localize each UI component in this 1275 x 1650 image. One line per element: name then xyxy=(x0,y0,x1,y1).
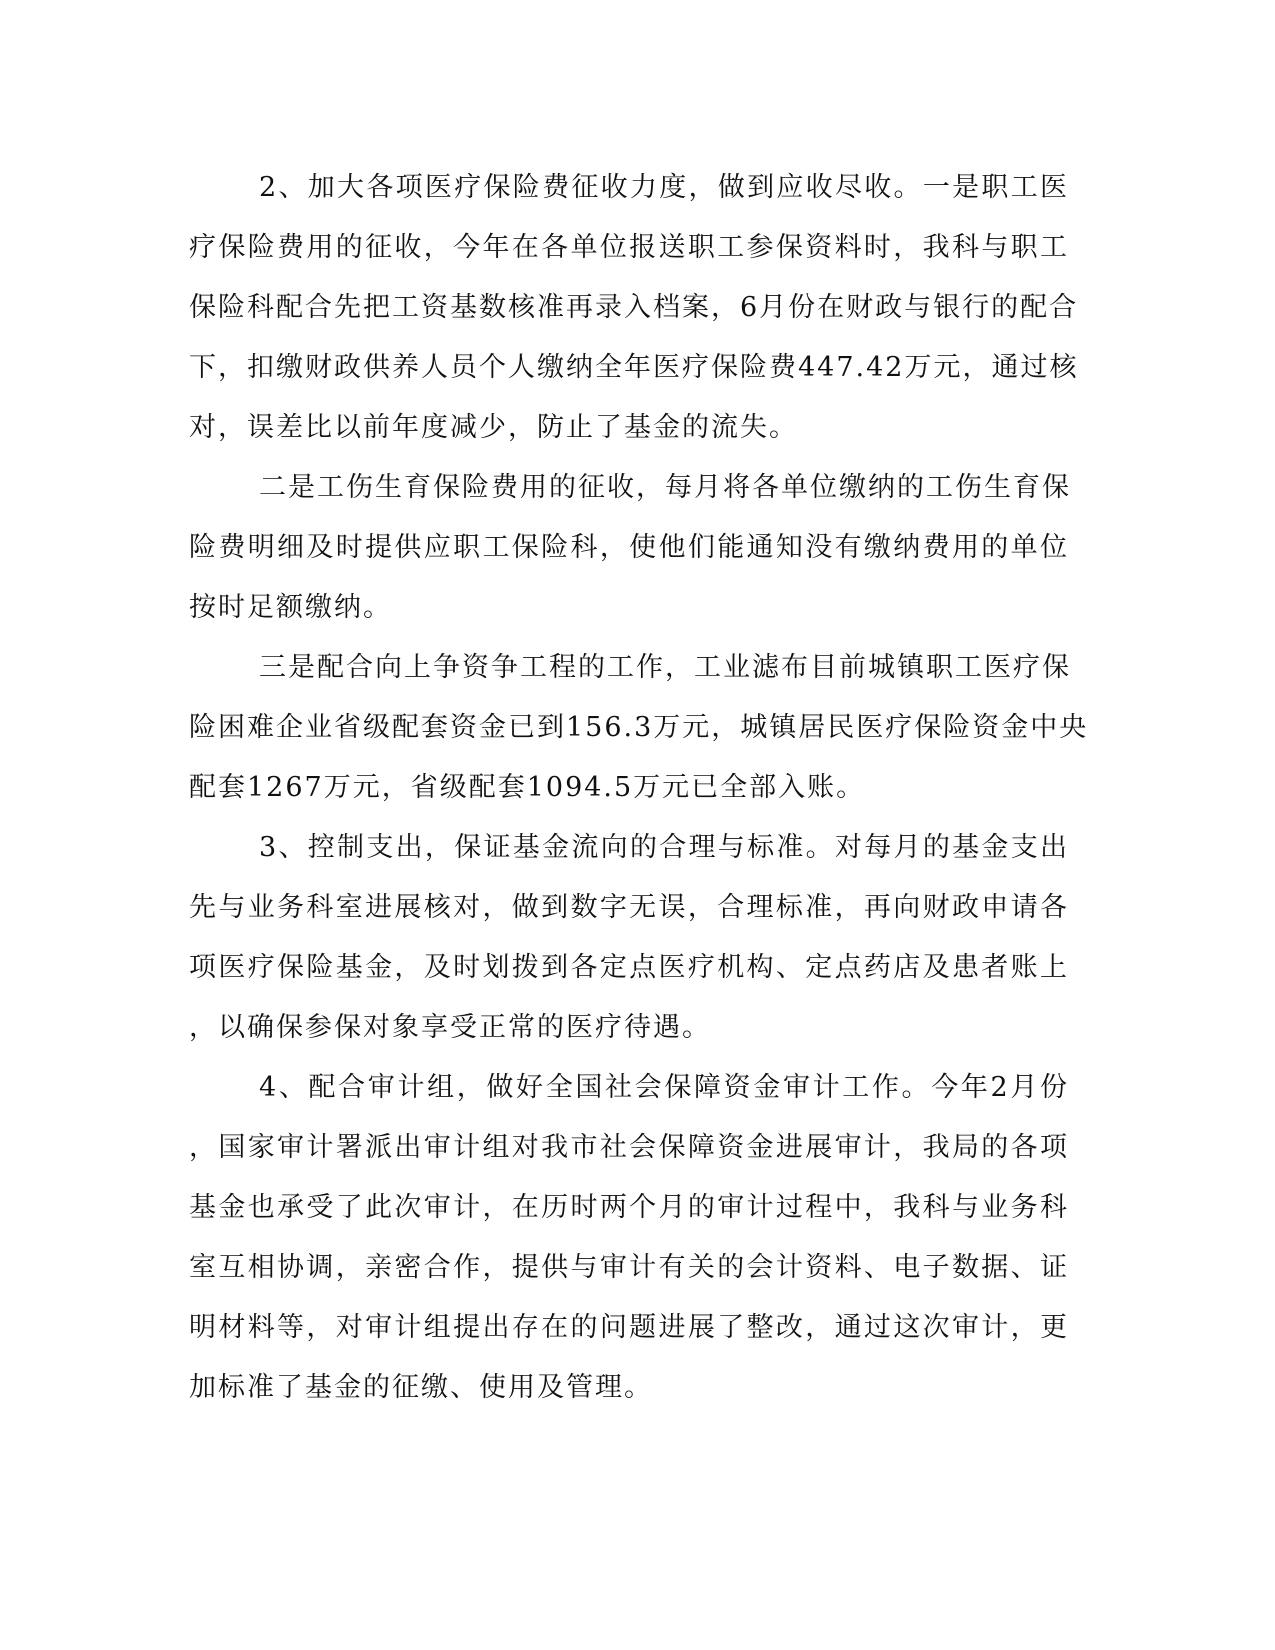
text-line: 先与业务科室进展核对，做到数字无误，合理标准，再向财政申请各 xyxy=(189,892,1069,923)
text-line: 险费明细及时提供应职工保险科，使他们能通知没有缴纳费用的单位 xyxy=(189,532,1069,563)
text-line: 疗保险费用的征收，今年在各单位报送职工参保资料时，我科与职工 xyxy=(189,232,1069,263)
text-line: 二是工伤生育保险费用的征收，每月将各单位缴纳的工伤生育保 xyxy=(259,472,1071,503)
text-line: 险困难企业省级配套资金已到156.3万元，城镇居民医疗保险资金中央 xyxy=(189,712,1089,743)
paragraph-funding-projects xyxy=(189,638,1089,818)
text-line: 基金也承受了此次审计，在历时两个月的审计过程中，我科与业务科 xyxy=(189,1192,1069,1223)
text-line: 按时足额缴纳。 xyxy=(189,592,392,623)
text-line: 4、配合审计组，做好全国社会保障资金审计工作。今年2月份 xyxy=(259,1072,1069,1103)
paragraph-audit-work xyxy=(189,1058,1069,1418)
paragraph-collection-efforts xyxy=(189,158,1079,458)
text-line: 室互相协调，亲密合作，提供与审计有关的会计资料、电子数据、证 xyxy=(189,1252,1069,1283)
text-line: 保险科配合先把工资基数核准再录入档案，6月份在财政与银行的配合 xyxy=(189,292,1079,323)
text-line: 项医疗保险基金，及时划拨到各定点医疗机构、定点药店及患者账上 xyxy=(189,952,1069,983)
text-line: 对，误差比以前年度减少，防止了基金的流失。 xyxy=(189,412,798,443)
text-line: 加标准了基金的征缴、使用及管理。 xyxy=(189,1372,653,1403)
document-body xyxy=(189,158,1089,1418)
text-line: 明材料等，对审计组提出存在的问题进展了整改，通过这次审计，更 xyxy=(189,1312,1069,1343)
text-line: ，国家审计署派出审计组对我市社会保障资金进展审计，我局的各项 xyxy=(189,1132,1069,1163)
text-line: ，以确保参保对象享受正常的医疗待遇。 xyxy=(189,1012,711,1043)
text-line: 三是配合向上争资争工程的工作，工业滤布目前城镇职工医疗保 xyxy=(259,652,1071,683)
paragraph-expenditure-control xyxy=(189,818,1069,1058)
text-line: 3、控制支出，保证基金流向的合理与标准。对每月的基金支出 xyxy=(259,832,1069,863)
paragraph-injury-maternity xyxy=(189,458,1069,638)
text-line: 2、加大各项医疗保险费征收力度，做到应收尽收。一是职工医 xyxy=(259,172,1069,203)
text-line: 下，扣缴财政供养人员个人缴纳全年医疗保险费447.42万元，通过核 xyxy=(189,352,1079,383)
text-line: 配套1267万元，省级配套1094.5万元已全部入账。 xyxy=(189,772,866,803)
